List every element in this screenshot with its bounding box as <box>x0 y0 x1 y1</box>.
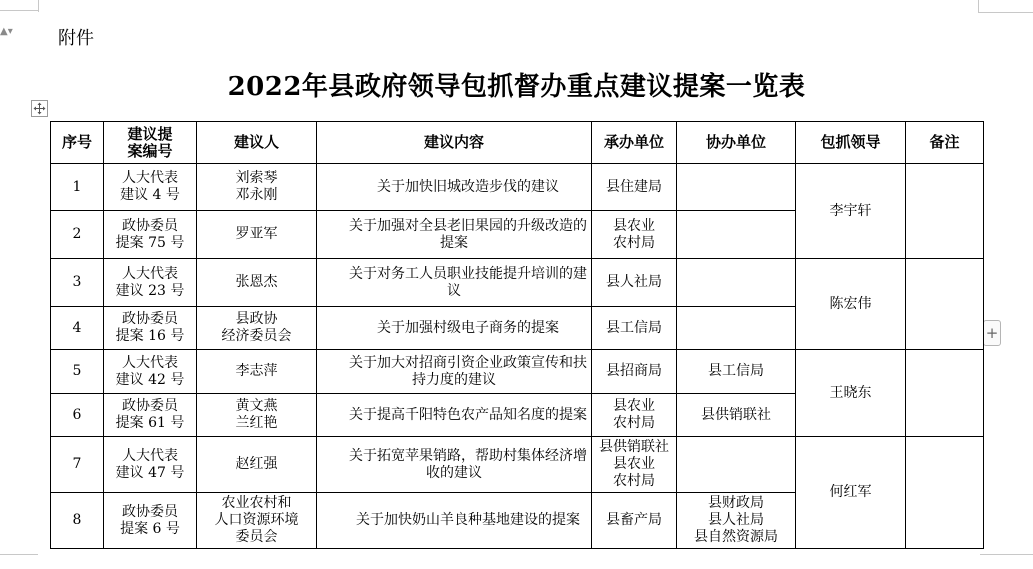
cell-code: 政协委员 提案 6 号 <box>104 493 197 549</box>
cell-content: 关于对务工人员职业技能提升培训的建议 <box>317 259 592 307</box>
cell-seq: 1 <box>51 164 104 211</box>
cell-assist-unit <box>677 164 796 211</box>
cell-assist-unit <box>677 437 796 493</box>
crop-mark-bottom-right <box>980 554 1033 555</box>
cell-assist-unit: 县工信局 <box>677 350 796 394</box>
proposal-table <box>50 121 984 549</box>
cell-leader: 陈宏伟 <box>796 259 906 350</box>
add-column-button[interactable]: + <box>983 320 1001 346</box>
cell-code: 人大代表 建议 42 号 <box>104 350 197 394</box>
cell-seq: 3 <box>51 259 104 307</box>
header-host-unit: 承办单位 <box>592 122 677 164</box>
header-leader: 包抓领导 <box>796 122 906 164</box>
header-content: 建议内容 <box>317 122 592 164</box>
cell-code: 政协委员 提案 61 号 <box>104 394 197 437</box>
cell-content: 关于加强村级电子商务的提案 <box>317 307 592 350</box>
cell-content: 关于加快旧城改造步伐的建议 <box>317 164 592 211</box>
table-row <box>51 437 984 493</box>
cell-host-unit: 县工信局 <box>592 307 677 350</box>
header-proposer: 建议人 <box>197 122 317 164</box>
cell-remark <box>906 437 984 549</box>
table-move-handle-icon[interactable] <box>31 100 48 117</box>
document-title: 2022年县政府领导包抓督办重点建议提案一览表 <box>227 72 806 102</box>
cell-proposer: 罗亚军 <box>197 211 317 259</box>
cell-leader: 何红军 <box>796 437 906 549</box>
cell-host-unit: 县供销联社 县农业 农村局 <box>592 437 677 493</box>
cell-seq: 6 <box>51 394 104 437</box>
cell-content: 关于拓宽苹果销路，帮助村集体经济增收的建议 <box>317 437 592 493</box>
cell-leader: 王晓东 <box>796 350 906 437</box>
cell-content: 关于加强对全县老旧果园的升级改造的提案 <box>317 211 592 259</box>
cell-seq: 2 <box>51 211 104 259</box>
table-header-row <box>51 122 984 164</box>
cell-proposer: 赵红强 <box>197 437 317 493</box>
crop-mark-top-left <box>0 10 38 11</box>
cell-code: 人大代表 建议 23 号 <box>104 259 197 307</box>
crop-mark-top-right <box>978 12 1033 13</box>
cell-host-unit: 县招商局 <box>592 350 677 394</box>
cell-remark <box>906 164 984 259</box>
crop-mark-bottom-left <box>0 554 38 555</box>
cell-proposer: 县政协 经济委员会 <box>197 307 317 350</box>
cell-assist-unit: 县供销联社 <box>677 394 796 437</box>
cell-host-unit: 县农业 农村局 <box>592 211 677 259</box>
cell-proposer: 张恩杰 <box>197 259 317 307</box>
cell-host-unit: 县住建局 <box>592 164 677 211</box>
cell-proposer: 李志萍 <box>197 350 317 394</box>
cell-remark <box>906 350 984 437</box>
table-row <box>51 164 984 211</box>
cell-proposer: 黄文燕 兰红艳 <box>197 394 317 437</box>
cell-seq: 8 <box>51 493 104 549</box>
crop-mark-top-left-vertical <box>38 0 39 12</box>
cell-code: 政协委员 提案 75 号 <box>104 211 197 259</box>
cell-host-unit: 县人社局 <box>592 259 677 307</box>
cell-remark <box>906 259 984 350</box>
cell-leader: 李宇轩 <box>796 164 906 259</box>
table-row <box>51 350 984 394</box>
header-seq: 序号 <box>51 122 104 164</box>
cell-code: 人大代表 建议 47 号 <box>104 437 197 493</box>
cell-proposer: 农业农村和 人口资源环境 委员会 <box>197 493 317 549</box>
cell-content: 关于加快奶山羊良种基地建设的提案 <box>317 493 592 549</box>
paragraph-marker-icon: ▲▾ <box>0 26 13 37</box>
header-code: 建议提 案编号 <box>104 122 197 164</box>
cell-seq: 5 <box>51 350 104 394</box>
cell-host-unit: 县畜产局 <box>592 493 677 549</box>
move-arrows-icon <box>33 102 46 115</box>
cell-content: 关于提高千阳特色农产品知名度的提案 <box>317 394 592 437</box>
cell-assist-unit <box>677 307 796 350</box>
cell-code: 人大代表 建议 4 号 <box>104 164 197 211</box>
header-assist-unit: 协办单位 <box>677 122 796 164</box>
cell-code: 政协委员 提案 16 号 <box>104 307 197 350</box>
cell-assist-unit: 县财政局 县人社局 县自然资源局 <box>677 493 796 549</box>
cell-host-unit: 县农业 农村局 <box>592 394 677 437</box>
cell-seq: 7 <box>51 437 104 493</box>
cell-assist-unit <box>677 259 796 307</box>
cell-assist-unit <box>677 211 796 259</box>
table-row <box>51 259 984 307</box>
crop-mark-top-right-vertical <box>978 0 979 12</box>
cell-seq: 4 <box>51 307 104 350</box>
cell-proposer: 刘索琴 邓永刚 <box>197 164 317 211</box>
cell-content: 关于加大对招商引资企业政策宣传和扶持力度的建议 <box>317 350 592 394</box>
header-remark: 备注 <box>906 122 984 164</box>
attachment-label: 附件 <box>58 28 94 49</box>
